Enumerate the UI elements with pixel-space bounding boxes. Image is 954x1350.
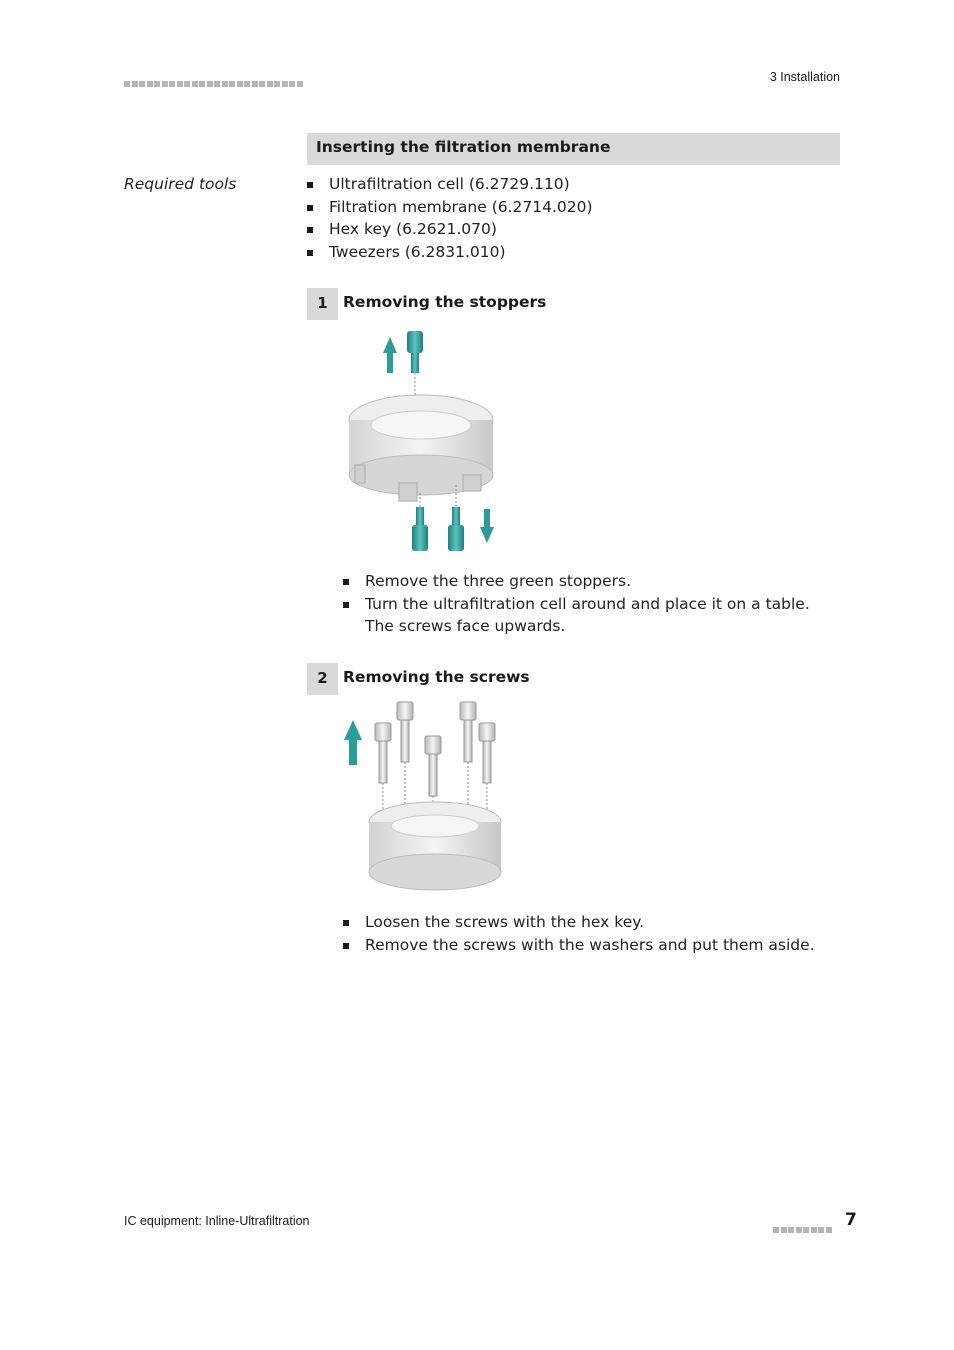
list-item: Loosen the screws with the hex key. [343, 911, 823, 934]
list-item: Ultrafiltration cell (6.2729.110) [307, 173, 593, 196]
step-number: 1 [307, 288, 338, 320]
header-decoration [124, 72, 304, 91]
step-number: 2 [307, 663, 338, 695]
step-title: Removing the screws [343, 668, 530, 686]
required-tools-list [307, 173, 593, 263]
list-item: Remove the three green stoppers. [343, 570, 823, 593]
list-item: Remove the screws with the washers and put them aside. [343, 934, 823, 957]
step-2-instructions [343, 911, 823, 956]
required-tools-label: Required tools [124, 175, 237, 193]
list-item: Tweezers (6.2831.010) [307, 241, 593, 264]
stopper-removal-illustration [343, 325, 503, 560]
list-item: Hex key (6.2621.070) [307, 218, 593, 241]
page-number: 7 [845, 1210, 857, 1230]
screw-removal-illustration [343, 698, 508, 896]
chapter-title: 3 Installation [769, 70, 840, 84]
step-title: Removing the stoppers [343, 293, 547, 311]
section-title: Inserting the filtration membrane [316, 138, 611, 156]
footer-document-title: IC equipment: Inline-Ultrafiltration [124, 1214, 310, 1228]
list-item: Turn the ultrafiltration cell around and place it on a table. The screws face upwards. [343, 593, 823, 638]
section-heading-bar [307, 133, 840, 165]
list-item: Filtration membrane (6.2714.020) [307, 196, 593, 219]
step-1-instructions [343, 570, 823, 638]
footer-decoration [773, 1218, 833, 1237]
